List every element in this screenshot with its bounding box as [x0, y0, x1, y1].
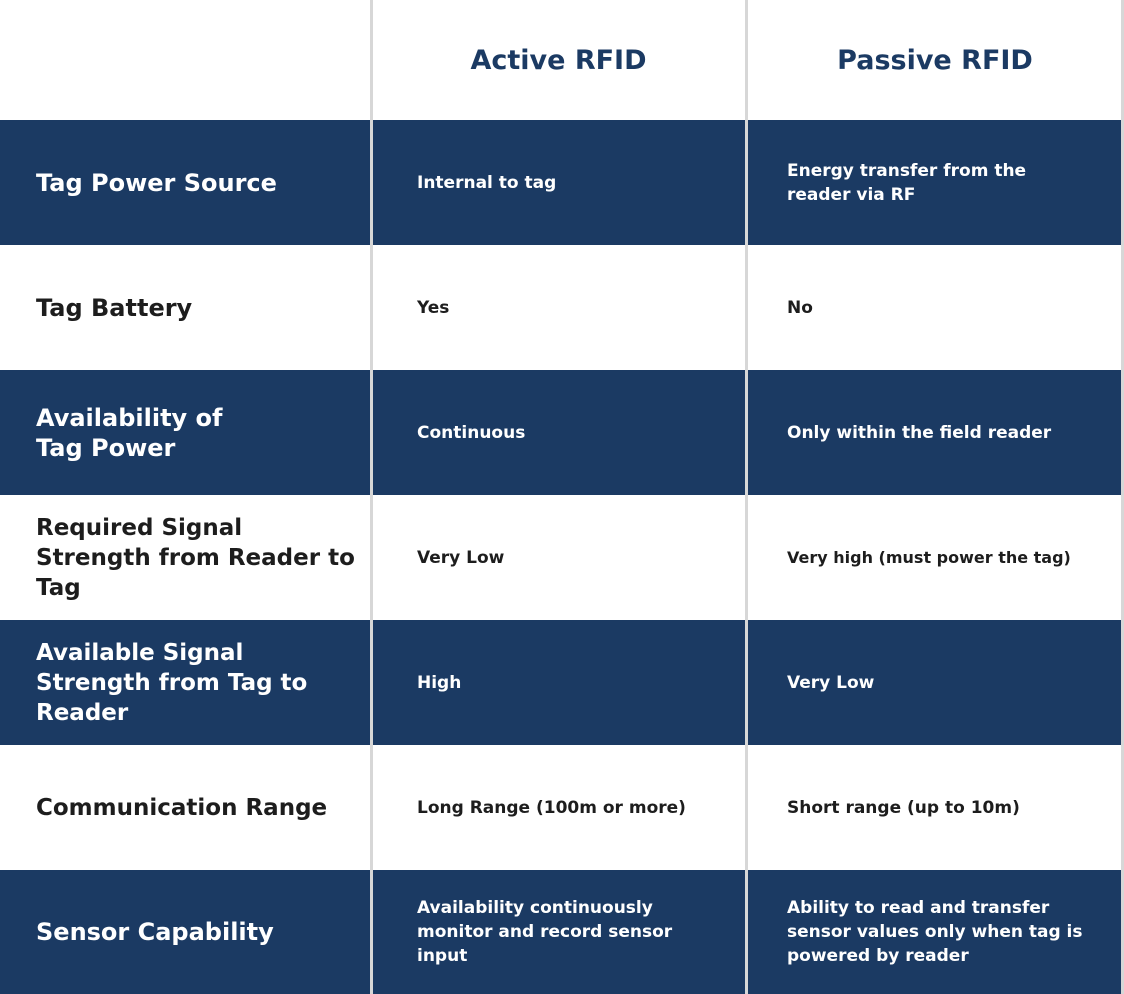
- table-row-sensor-capability: [0, 870, 1124, 994]
- table-row-tag-battery: [0, 245, 1124, 370]
- column-header-active-rfid: Active RFID: [470, 44, 647, 76]
- table-header-row: [0, 0, 1124, 120]
- active-rfid-value: Continuous: [417, 422, 526, 443]
- column-divider: [370, 0, 373, 994]
- active-rfid-value: Long Range (100m or more): [417, 797, 686, 818]
- table-row-required-signal-strength: [0, 495, 1124, 620]
- active-rfid-value: Availability continuously monitor and record sensor input: [417, 898, 673, 966]
- row-label: Sensor Capability: [36, 918, 274, 946]
- table-row-availability-of-tag-power: [0, 370, 1124, 495]
- passive-rfid-value: Very high (must power the tag): [787, 547, 1071, 567]
- row-label: Available Signal Strength from Tag to Reader: [36, 639, 308, 726]
- row-label: Tag Battery: [36, 293, 193, 322]
- passive-rfid-value: Only within the field reader: [787, 422, 1052, 443]
- column-header-passive-rfid: Passive RFID: [837, 44, 1033, 76]
- table-row-available-signal-strength: [0, 620, 1124, 745]
- active-rfid-value: High: [417, 672, 462, 693]
- table-row-tag-power-source: [0, 120, 1124, 245]
- table-row-communication-range: [0, 745, 1124, 870]
- row-label: Communication Range: [36, 794, 328, 821]
- active-rfid-value: Very Low: [417, 547, 505, 568]
- passive-rfid-value: No: [787, 297, 813, 318]
- passive-rfid-value: Very Low: [787, 672, 875, 693]
- row-label: Tag Power Source: [36, 168, 277, 197]
- passive-rfid-value: Short range (up to 10m): [787, 797, 1020, 818]
- column-divider: [745, 0, 748, 994]
- active-rfid-value: Yes: [417, 297, 450, 318]
- row-label: Availability of Tag Power: [36, 403, 223, 462]
- row-label: Required Signal Strength from Reader to Tag: [36, 514, 355, 601]
- passive-rfid-value: Energy transfer from the reader via RF: [787, 160, 1027, 205]
- active-rfid-value: Internal to tag: [417, 172, 557, 193]
- passive-rfid-value: Ability to read and transfer sensor values only when tag is powered by reader: [787, 898, 1083, 966]
